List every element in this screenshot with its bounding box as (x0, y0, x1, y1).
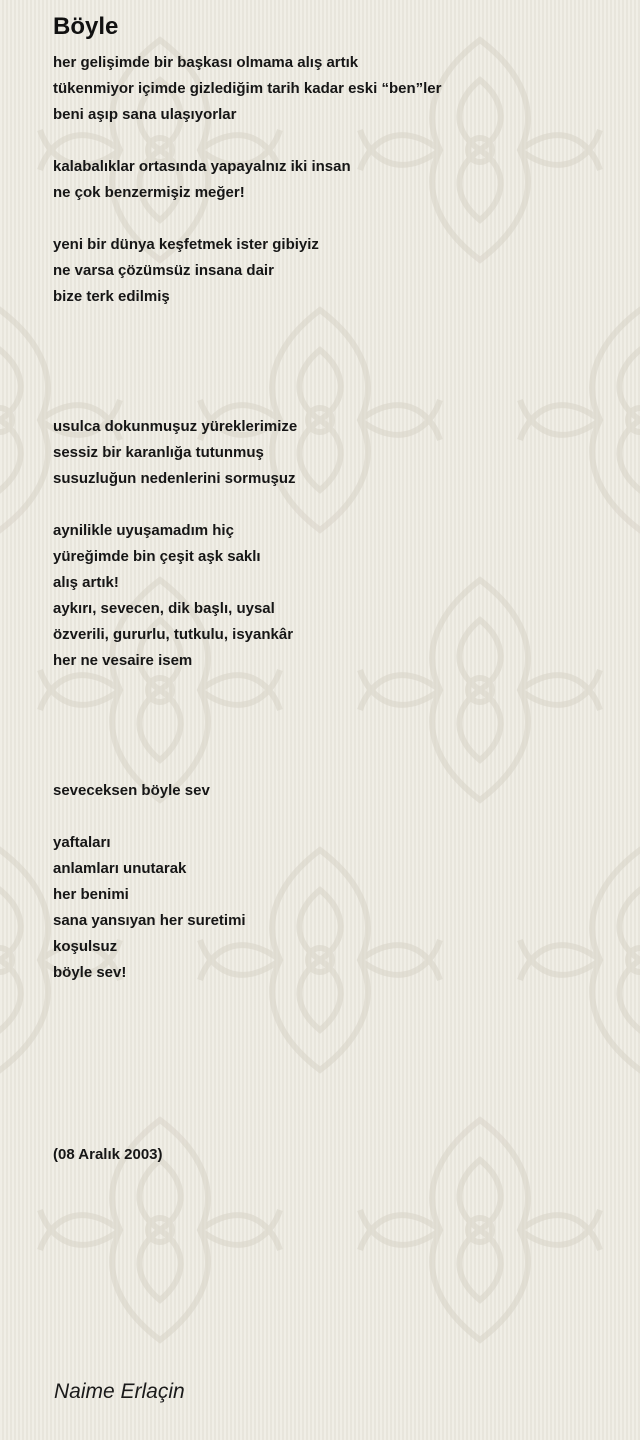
poem-date: (08 Aralık 2003) (53, 1146, 163, 1163)
stanza-4 (53, 414, 613, 492)
poem-line: her benimi (53, 886, 129, 903)
poem-line: ne çok benzermişiz meğer! (53, 184, 245, 201)
stanza-7 (53, 830, 613, 986)
poem-line: bize terk edilmiş (53, 288, 170, 305)
poem-line: her gelişimde bir başkası olmama alış artık (53, 54, 359, 71)
poem-line: yaftaları (53, 834, 111, 851)
stanza-3 (53, 232, 613, 310)
poem-line: alış artık! (53, 574, 119, 591)
poem-content (53, 12, 613, 1168)
poem-line: yeni bir dünya keşfetmek ister gibiyiz (53, 236, 319, 253)
poem-line: kalabalıklar ortasında yapayalnız iki insan (53, 158, 351, 175)
poem-line: aykırı, sevecen, dik başlı, uysal (53, 600, 275, 617)
stanza-2 (53, 154, 613, 206)
poem-line: susuzluğun nedenlerini sormuşuz (53, 470, 296, 487)
poem-line: yüreğimde bin çeşit aşk saklı (53, 548, 261, 565)
poem-line: tükenmiyor içimde gizlediğim tarih kadar eski “ben”ler (53, 80, 442, 97)
poem-title: Böyle (53, 13, 119, 40)
poem-line: özverili, gururlu, tutkulu, isyankâr (53, 626, 294, 643)
stanza-5 (53, 518, 613, 674)
poem-line: aynilikle uyuşamadım hiç (53, 522, 234, 539)
poem-line: usulca dokunmuşuz yüreklerimize (53, 418, 298, 435)
stanza-6 (53, 778, 613, 804)
poem-line: her ne vesaire isem (53, 652, 193, 669)
poem-line: böyle sev! (53, 964, 127, 981)
poem-author: Naime Erlaçin (54, 1380, 185, 1403)
stanza-1 (53, 50, 613, 128)
poem-line: ne varsa çözümsüz insana dair (53, 262, 274, 279)
poem-line: koşulsuz (53, 938, 118, 955)
poem-line: anlamları unutarak (53, 860, 187, 877)
poem-line: sessiz bir karanlığa tutunmuş (53, 444, 264, 461)
poem-line: beni aşıp sana ulaşıyorlar (53, 106, 237, 123)
poem-line: seveceksen böyle sev (53, 782, 210, 799)
poem-line: sana yansıyan her suretimi (53, 912, 246, 929)
